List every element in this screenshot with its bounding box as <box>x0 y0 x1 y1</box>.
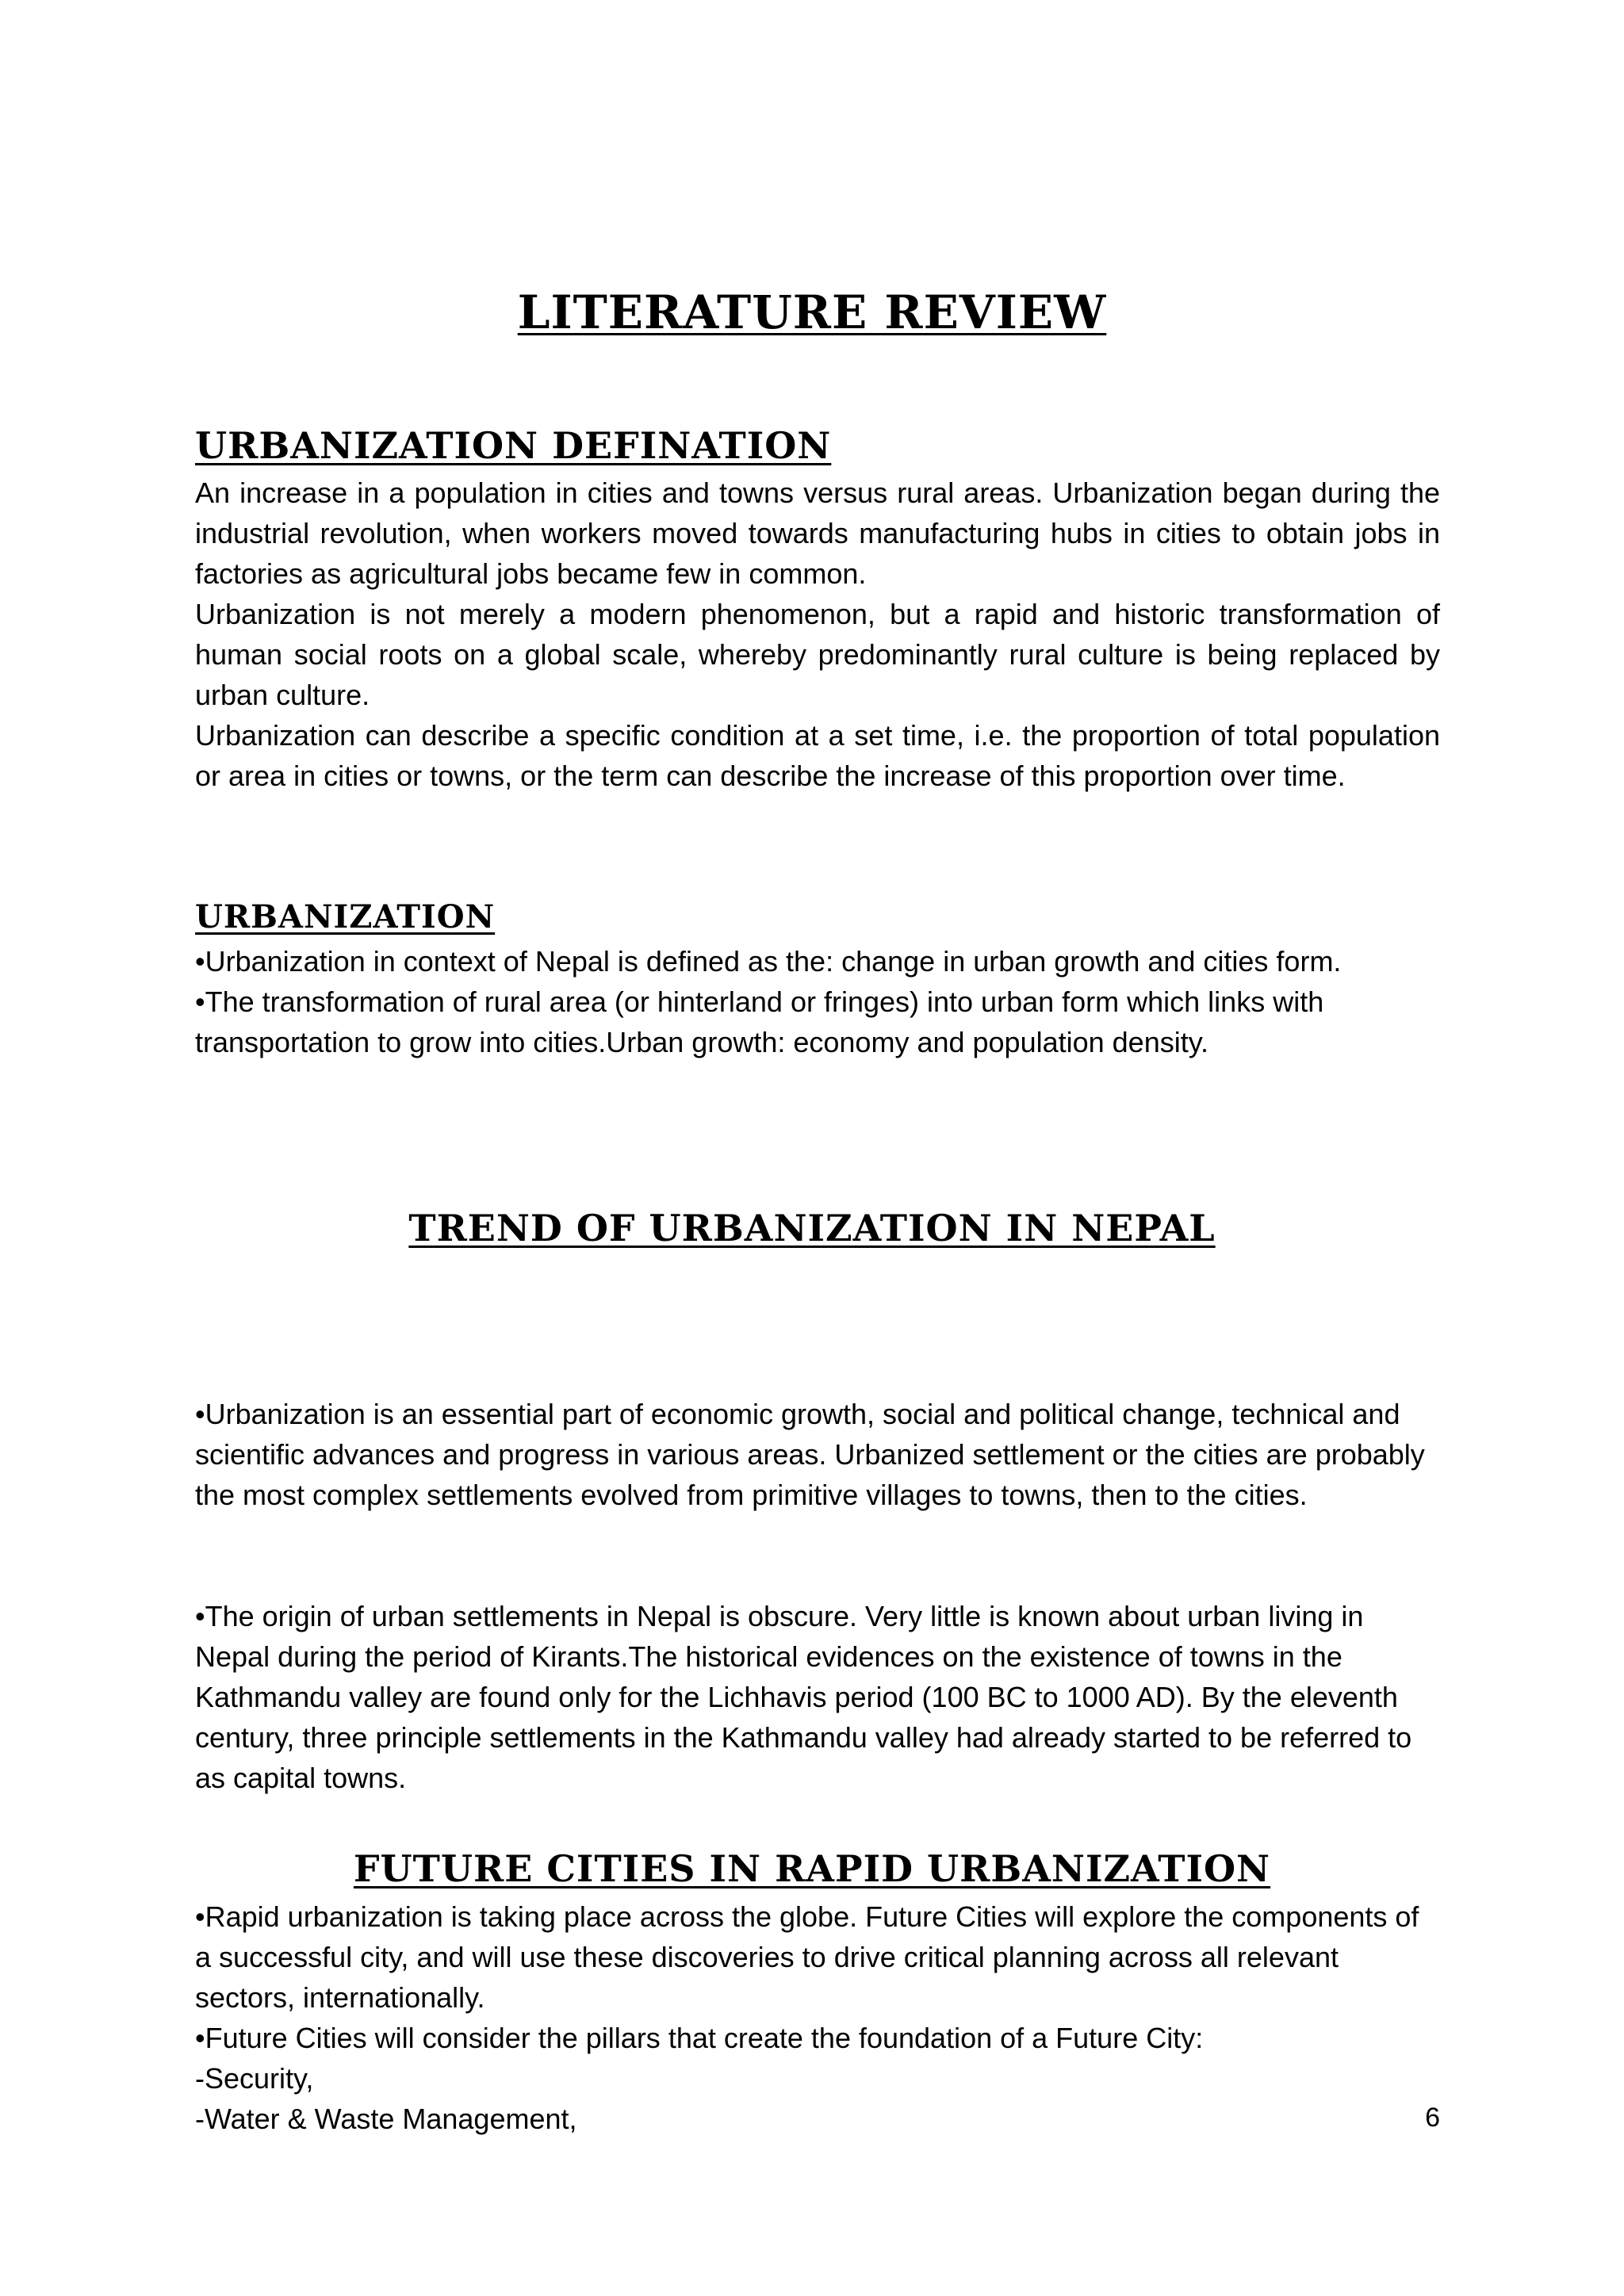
paragraph-definition-2: Urbanization is not merely a modern phenomenon, but a rapid and historic transformation of human social roots on a global scale, whereby predominantly rural culture is being replaced by urban culture. <box>195 598 1440 711</box>
bullet-origin: •The origin of urban settlements in Nepal is obscure. Very little is known about urban living in Nepal during the period of Kirants.The historical evidences on the existence of towns in the Kathmandu valley are found only for the Lichhavis period (100 BC to 1000 AD). By the eleventh century, three principle settlements in the Kathmandu valley had already started to be referred to as capital towns. <box>195 1600 1412 1794</box>
list-item-security: -Security, <box>195 2062 314 2095</box>
bullet-transformation: •The transformation of rural area (or hinterland or fringes) into urban form which links with transportation to grow into cities.Urban growth: economy and population density. <box>195 985 1324 1058</box>
section-heading-future-cities: FUTURE CITIES IN RAPID URBANIZATION <box>353 1847 1271 1890</box>
list-item-water-waste: -Water & Waste Management, <box>195 2103 577 2135</box>
bullet-essential-part: •Urbanization is an essential part of economic growth, social and political change, technical and scientific advances and progress in various areas. Urbanized settlement or the cities are probably the most complex settlements evolved from primitive villages to towns, then to the cities. <box>195 1398 1425 1511</box>
page-number: 6 <box>1425 2103 1440 2133</box>
bullet-nepal-context: •Urbanization in context of Nepal is defined as the: change in urban growth and cities form. <box>195 945 1342 978</box>
section-heading-urbanization-definition: URBANIZATION DEFINATION <box>195 424 832 467</box>
paragraph-definition-1: An increase in a population in cities and towns versus rural areas. Urbanization began during the industrial revolution, when workers moved towards manufacturing hubs in cities to obtain jobs in factories as agricultural jobs became few in common. <box>195 476 1440 590</box>
bullet-pillars: •Future Cities will consider the pillars that create the foundation of a Future City: <box>195 2022 1204 2054</box>
paragraph-definition-3: Urbanization can describe a specific condition at a set time, i.e. the proportion of total population or area in cities or towns, or the term can describe the increase of this proportion over time. <box>195 719 1440 792</box>
bullet-rapid-urbanization: •Rapid urbanization is taking place across the globe. Future Cities will explore the components of a successful city, and will use these discoveries to drive critical planning across all relevant sectors, internationally. <box>195 1900 1419 2014</box>
page-title: LITERATURE REVIEW <box>517 285 1107 339</box>
section-heading-trend: TREND OF URBANIZATION IN NEPAL <box>408 1207 1216 1249</box>
section-heading-urbanization: URBANIZATION <box>195 898 496 936</box>
